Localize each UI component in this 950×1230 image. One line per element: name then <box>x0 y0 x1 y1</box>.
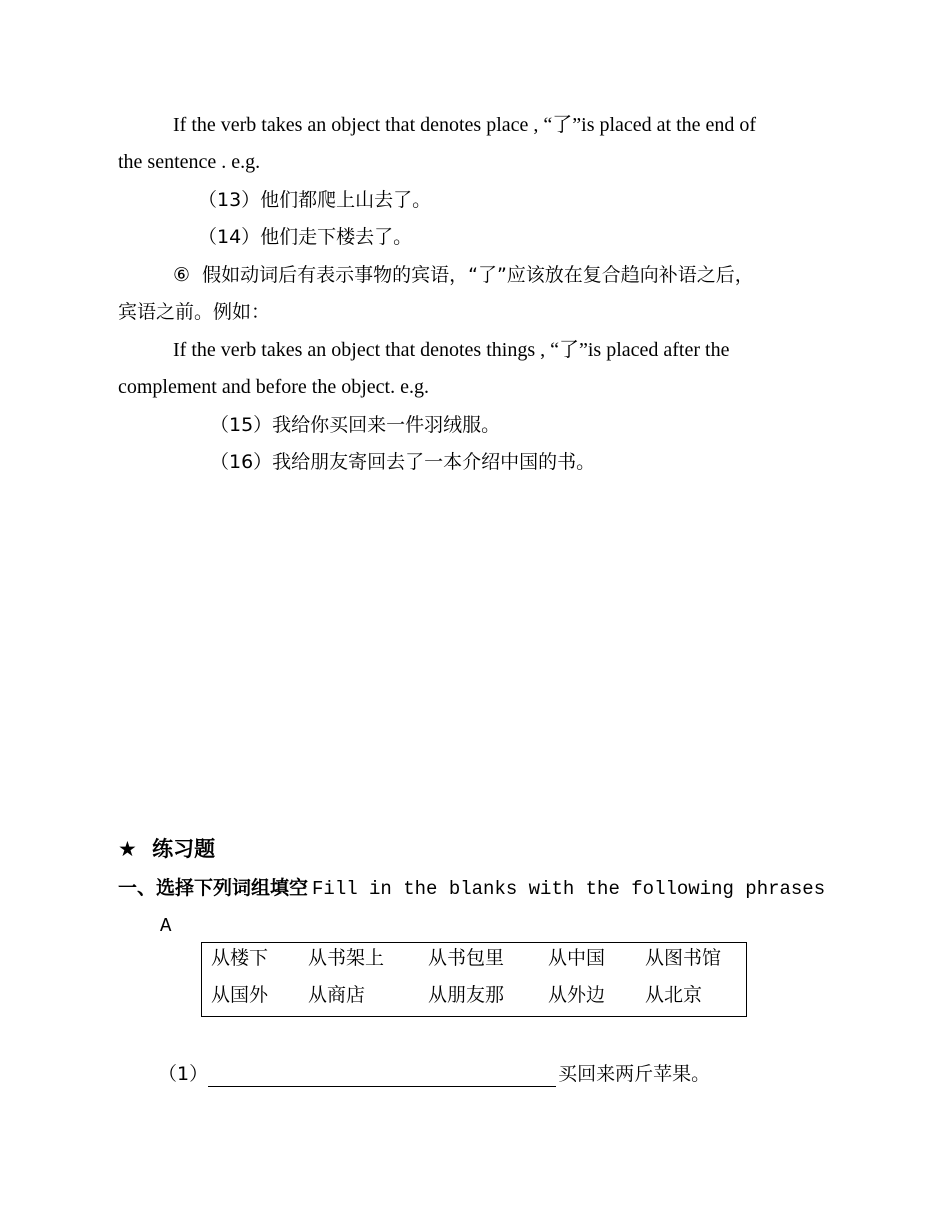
section-1-title-en: Fill in the blanks with the following phrases <box>312 878 826 900</box>
rule-place-line-1: If the verb takes an object that denotes place , “了”is placed at the end of <box>173 114 757 136</box>
phrase-cell: 从中国 <box>548 947 606 969</box>
rule-6-line-2: 宾语之前。例如： <box>118 301 271 323</box>
phrase-cell: 从北京 <box>645 984 703 1006</box>
question-1-blank[interactable] <box>208 1066 556 1087</box>
rule-6-line-1 <box>173 262 754 288</box>
example-14: （14）他们走下楼去了。 <box>198 226 413 248</box>
phrase-cell: 从国外 <box>211 984 269 1006</box>
example-13: （13）他们都爬上山去了。 <box>198 189 432 211</box>
rule-things-line-2: complement and before the object. e.g. <box>118 376 429 398</box>
phrase-cell: 从朋友那 <box>428 984 505 1006</box>
exercises-title: 练习题 <box>152 837 216 861</box>
rule-things-line-1: If the verb takes an object that denotes things , “了”is placed after the <box>173 339 730 361</box>
phrase-cell: 从图书馆 <box>645 947 722 969</box>
example-16: （16）我给朋友寄回去了一本介绍中国的书。 <box>210 451 596 473</box>
question-1-number: （1） <box>158 1063 209 1085</box>
question-1-suffix: 买回来两斤苹果。 <box>558 1063 711 1085</box>
rule-place-line-2: the sentence . e.g. <box>118 151 261 173</box>
star-icon: ★ <box>118 837 137 861</box>
question-1 <box>158 1061 710 1087</box>
phrase-cell: 从书架上 <box>308 947 385 969</box>
phrase-cell: 从外边 <box>548 984 606 1006</box>
section-1-title <box>118 875 825 902</box>
rule-6-marker: ⑥ <box>173 264 191 286</box>
part-label: A <box>160 915 172 937</box>
rule-6-text-1: 假如动词后有表示事物的宾语，“了”应该放在复合趋向补语之后， <box>202 264 754 286</box>
phrase-box <box>201 942 747 1017</box>
phrase-cell: 从商店 <box>308 984 366 1006</box>
section-1-title-zh: 一、选择下列词组填空 <box>118 877 309 899</box>
phrase-cell: 从楼下 <box>211 947 269 969</box>
phrase-cell: 从书包里 <box>428 947 505 969</box>
example-15: （15）我给你买回来一件羽绒服。 <box>210 414 501 436</box>
exercises-heading <box>118 836 215 862</box>
